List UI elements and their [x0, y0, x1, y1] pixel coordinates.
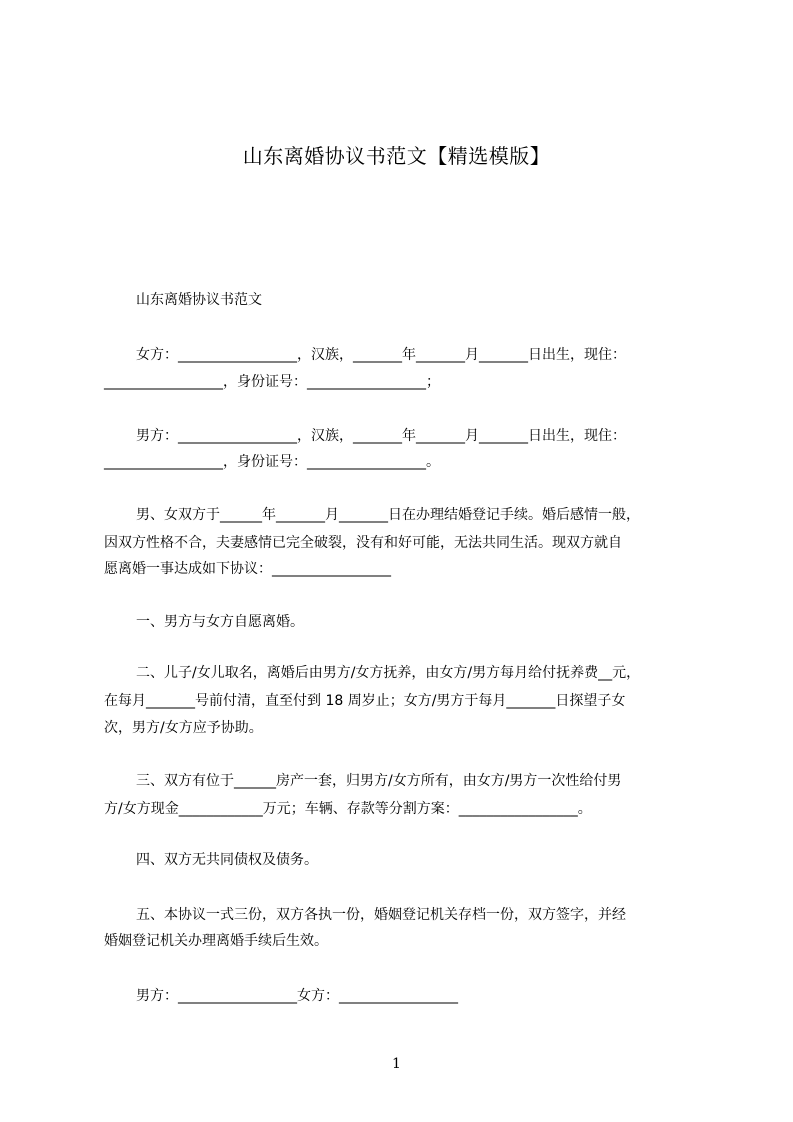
page-title: 山东离婚协议书范文【精选模版】	[242, 144, 551, 168]
intro-paragraph-line-3: 愿离婚一事达成如下协议：_________________	[104, 561, 391, 577]
clause-4: 四、双方无共同债权及债务。	[136, 852, 318, 868]
clause-5-line-1: 五、本协议一式三份，双方各执一份，婚姻登记机关存档一份，双方签字，并经	[136, 907, 626, 923]
clause-2-line-3: 次，男方/女方应予协助。	[104, 720, 263, 736]
clause-5-line-2: 婚姻登记机关办理离婚手续后生效。	[104, 933, 328, 949]
clause-2-line-1: 二、儿子/女儿取名，离婚后由男方/女方抚养，由女方/男方每月给付抚养费__元，	[136, 665, 641, 681]
intro-paragraph-line-1: 男、女双方于______年_______月_______日在办理结婚登记手续。婚后感情一般，	[136, 507, 640, 523]
man-info-line-1: 男方：_________________，汉族，_______年_______月_______日出生，现住：	[136, 428, 626, 444]
intro-paragraph-line-2: 因双方性格不合，夫妻感情已完全破裂，没有和好可能，无法共同生活。现双方就自	[104, 535, 622, 551]
clause-3-line-1: 三、双方有位于______房产一套，归男方/女方所有，由女方/男方一次性给付男	[136, 773, 622, 789]
page-number: 1	[392, 1056, 401, 1072]
clause-1: 一、男方与女方自愿离婚。	[136, 614, 304, 630]
man-info-line-2: _________________，身份证号：_________________。	[104, 454, 440, 470]
clause-3-line-2: 方/女方现金____________万元；车辆、存款等分割方案：_________________。	[104, 801, 592, 817]
clause-2-line-2: 在每月_______号前付清，直至付到 18 周岁止；女方/男方于每月_______日探望子女	[104, 693, 626, 709]
signature-line: 男方：_________________女方：_________________	[136, 988, 458, 1004]
document-subtitle: 山东离婚协议书范文	[136, 292, 262, 308]
woman-info-line-1: 女方：_________________，汉族，_______年_______月_______日出生，现住：	[136, 347, 626, 363]
woman-info-line-2: _________________，身份证号：_________________；	[104, 374, 440, 390]
